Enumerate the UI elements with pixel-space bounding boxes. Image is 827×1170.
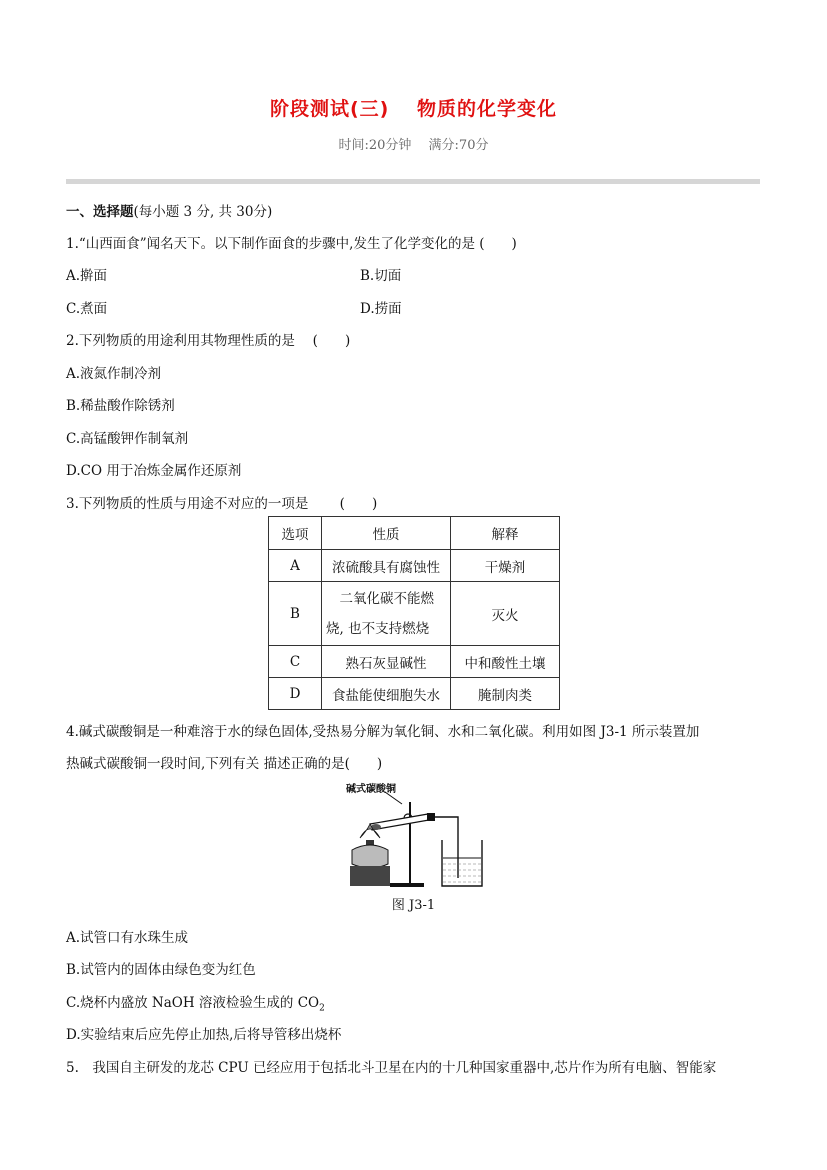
table-cell: 中和酸性土壤 <box>451 646 560 678</box>
beaker <box>442 840 482 886</box>
exam-info: 时间:20分钟 满分:70分 <box>338 138 489 153</box>
table-cell: A <box>269 550 322 582</box>
q4-option-b: B.试管内的固体由绿色变为红色 <box>66 962 256 978</box>
q2-option-d: D.CO 用于冶炼金属作还原剂 <box>66 463 242 479</box>
iron-stand-base <box>390 883 424 887</box>
section-heading <box>66 200 272 220</box>
q2-option-b: B.稀盐酸作除锈剂 <box>66 398 175 414</box>
question-3-stem: 3.下列物质的性质与用途不对应的一项是 ( ) <box>66 496 378 512</box>
table-header-cell: 选项 <box>269 517 322 550</box>
table-cell: 浓硫酸具有腐蚀性 <box>322 550 451 582</box>
q2-option-a: A.液氮作制冷剂 <box>66 366 162 382</box>
page-title: 阶段测试(三) 物质的化学变化 <box>270 98 557 120</box>
q1-option-c: C.煮面 <box>66 301 108 317</box>
q4-option-c <box>66 991 325 1014</box>
question-2-stem: 2.下列物质的用途利用其物理性质的是 ( ) <box>66 333 351 349</box>
table-row <box>269 646 560 678</box>
co2-subscript: 2 <box>319 1003 325 1014</box>
table-cell: 二氧化碳不能燃烧, 也不支持燃烧 <box>322 582 451 646</box>
figure-label: 碱式碳酸铜 <box>346 784 396 795</box>
q4-option-c-text: C.烧杯内盛放 NaOH 溶液检验生成的 CO <box>66 995 320 1011</box>
table-header-cell: 解释 <box>451 517 560 550</box>
table-cell: 食盐能使细胞失水 <box>322 678 451 710</box>
question-4-stem-line2: 热碱式碳酸铜一段时间,下列有关 描述正确的是( ) <box>66 756 383 772</box>
table-header-row <box>269 517 560 550</box>
lamp-base-block <box>350 866 390 886</box>
heating-apparatus-figure <box>330 780 490 892</box>
delivery-tube <box>435 817 458 878</box>
q4-option-a: A.试管口有水珠生成 <box>66 930 189 946</box>
table-cell: 灭火 <box>451 582 560 646</box>
table-cell: D <box>269 678 322 710</box>
section-title: 一、选择题 <box>66 204 134 220</box>
q2-option-c: C.高锰酸钾作制氧剂 <box>66 431 189 447</box>
table-cell: 熟石灰显碱性 <box>322 646 451 678</box>
table-row <box>269 678 560 710</box>
table-row <box>269 582 560 646</box>
table-cell: 干燥剂 <box>451 550 560 582</box>
question-1-stem: 1.“山西面食”闻名天下。以下制作面食的步骤中,发生了化学变化的是 ( ) <box>66 236 517 252</box>
section-note: (每小题 3 分, 共 30分) <box>133 204 273 220</box>
q1-option-a: A.擀面 <box>66 268 108 284</box>
figure-caption: 图 J3-1 <box>391 898 436 913</box>
table-cell: C <box>269 646 322 678</box>
question-5-stem-line1: 5. 我国自主研发的龙芯 CPU 已经应用于包括北斗卫星在内的十几种国家重器中,芯片作为所有电脑、智能家 <box>66 1060 717 1076</box>
q3-table <box>268 516 560 710</box>
q1-option-d: D.捞面 <box>360 301 402 317</box>
question-4-stem-line1: 4.碱式碳酸铜是一种难溶于水的绿色固体,受热易分解为氧化铜、水和二氧化碳。利用如图 J3-1 所示装置加 <box>66 724 700 740</box>
table-cell: 腌制肉类 <box>451 678 560 710</box>
stopper <box>427 813 435 821</box>
q1-option-b: B.切面 <box>360 268 402 284</box>
table-row <box>269 550 560 582</box>
header-divider <box>66 179 760 184</box>
q4-option-d: D.实验结束后应先停止加热,后将导管移出烧杯 <box>66 1027 342 1043</box>
table-header-cell: 性质 <box>322 517 451 550</box>
table-cell: B <box>269 582 322 646</box>
spirit-lamp <box>352 845 388 868</box>
